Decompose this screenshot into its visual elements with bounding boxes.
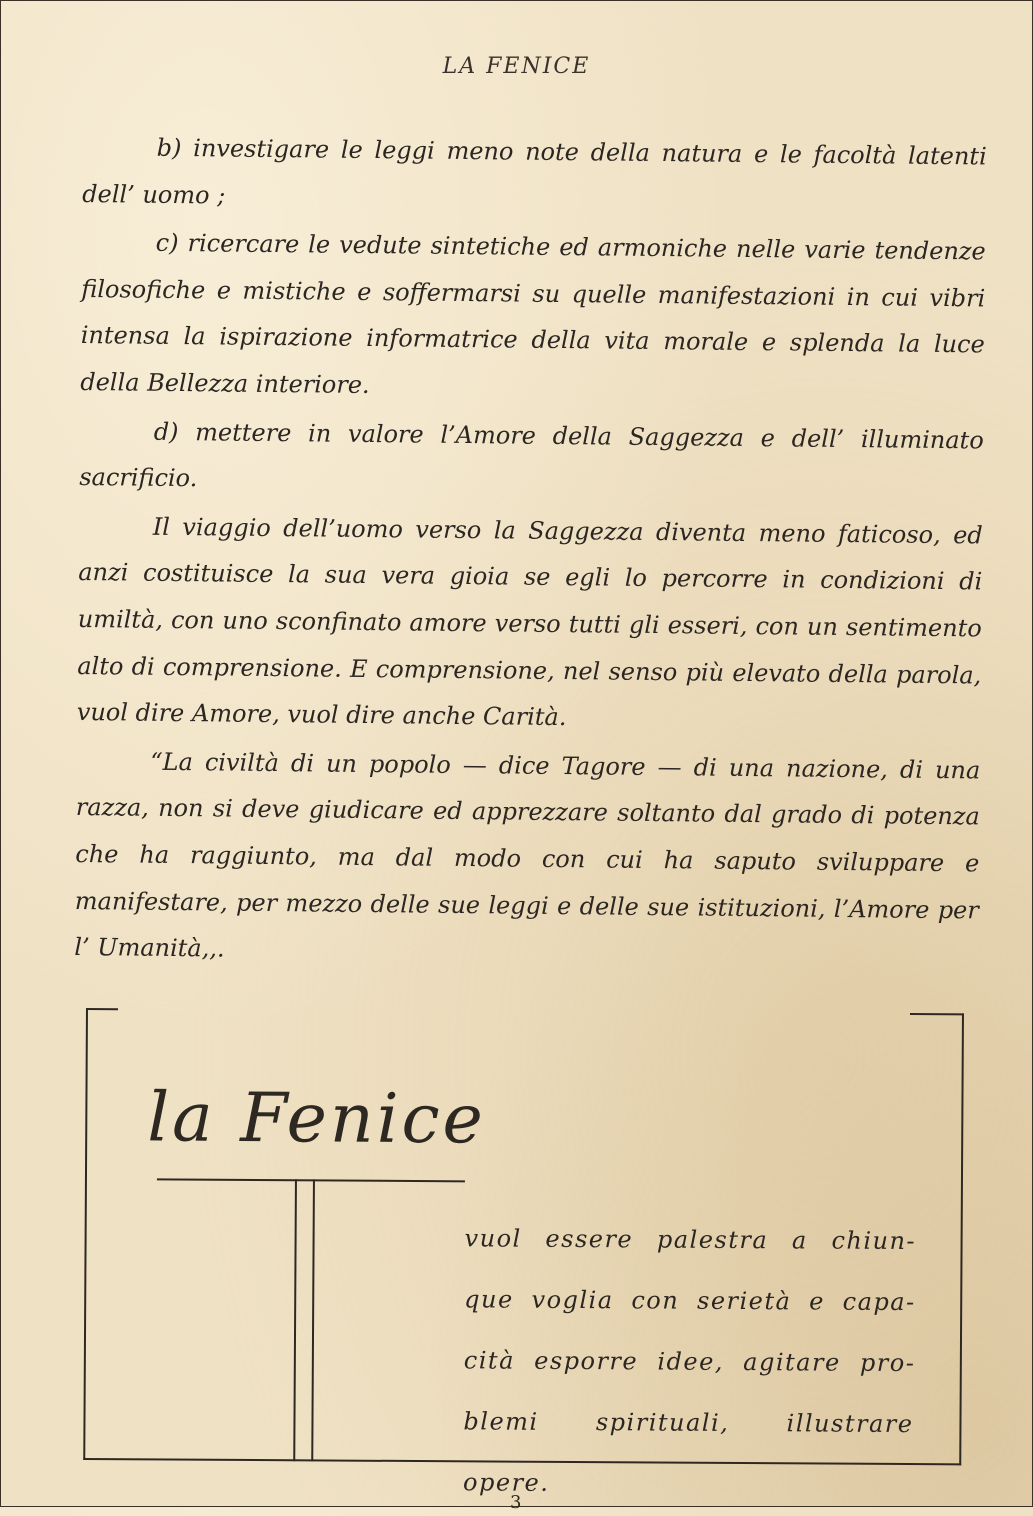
ad-title-underline bbox=[157, 1178, 465, 1182]
ad-box-top-right-rule bbox=[910, 1013, 964, 1015]
advertisement-box bbox=[83, 1008, 964, 1497]
page-number: 3 bbox=[510, 1492, 522, 1513]
paragraph-c: c) ricercare le vedute sintetiche ed armoniche nelle varie tendenze filosofiche e mistiche e soffermarsi su quelle manifestazioni in cui vibri intensa la ispirazione informatrice della vita morale e splenda la luce della Bellezza interiore. bbox=[80, 228, 986, 399]
advertisement-title: la Fenice bbox=[147, 1078, 487, 1160]
advertisement-text: vuol essere palestra a chiunque voglia con serietà e capacità esporre idee, agitare problemi spirituali, illustrare opere. bbox=[463, 1224, 915, 1497]
paragraph-wisdom: Il viaggio dell’uomo verso la Saggezza diventa meno faticoso, ed anzi costituisce la sua vera gioia se egli lo percorre in condizioni di umiltà, con uno sconfinato amore verso tutti gli esseri, con un sentimento alto di comprensione. E comprensione, nel senso più elevato della parola, vuol dire Amore, vuol dire anche Carità. bbox=[76, 512, 983, 732]
paragraph-b: b) investigare le leggi meno note della natura e le facoltà latenti dell’ uomo ; bbox=[82, 133, 987, 210]
ad-vertical-rule-left bbox=[293, 1179, 297, 1461]
body-text bbox=[74, 124, 987, 982]
paragraph-d: d) mettere in valore l’Amore della Saggezza e dell’ illuminato sacrificio. bbox=[79, 417, 984, 493]
ad-vertical-rule-right bbox=[311, 1179, 315, 1461]
ad-box-top-left-rule bbox=[86, 1008, 118, 1010]
running-head: LA FENICE bbox=[442, 54, 591, 79]
paragraph-tagore-quote: “La civiltà di un popolo — dice Tagore — di una nazione, di una razza, non si deve giudicare ed apprezzare soltanto dal grado di potenza che ha raggiunto, ma dal modo con cui ha saputo sviluppare e manifestare, per mezzo delle sue leggi e delle sue istituzioni, l’Amore per l’ Umanità,,. bbox=[74, 747, 981, 963]
